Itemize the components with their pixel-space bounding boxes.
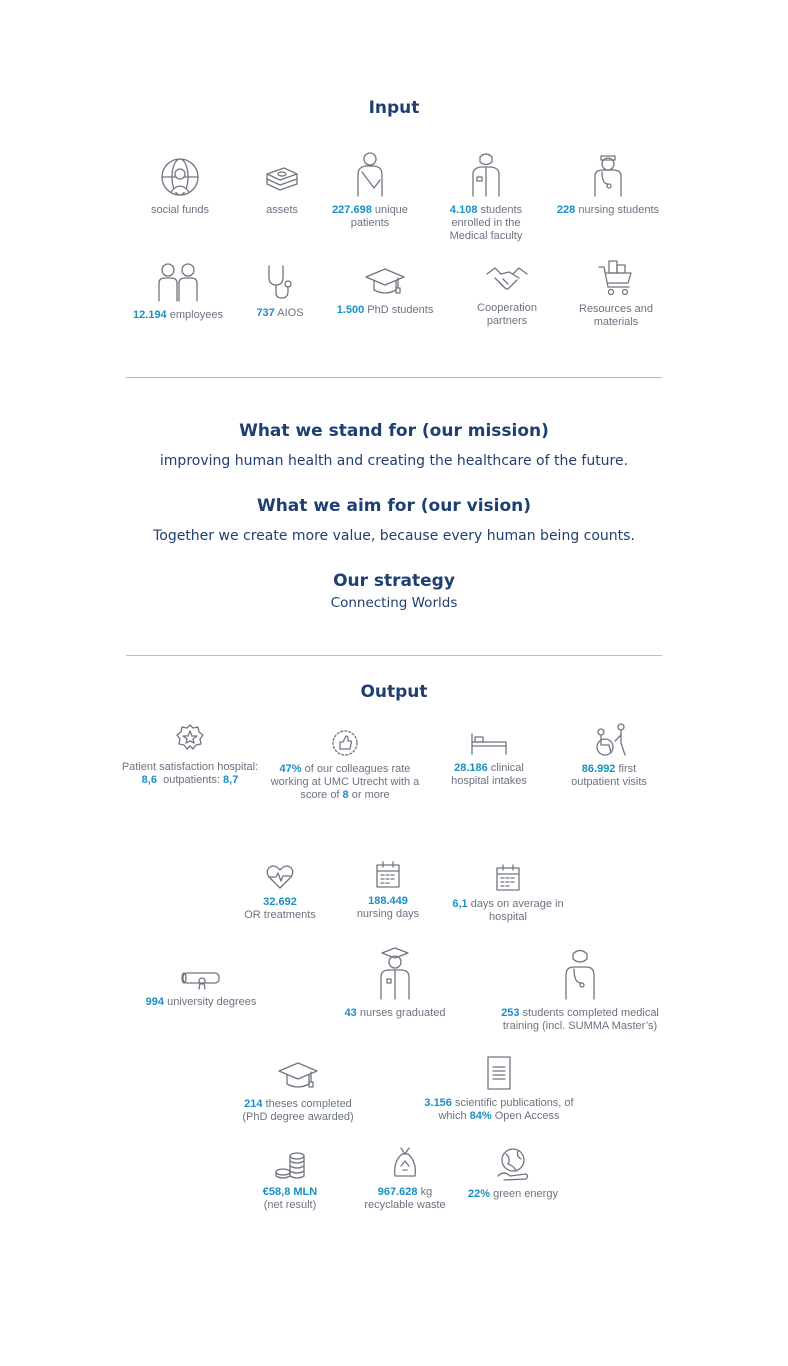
wheelchair-icon [566,723,652,757]
output-net-result [250,1150,330,1212]
open-access-label: Open Access [491,1110,560,1122]
employees-icon [130,261,226,303]
coins-icon [250,1150,330,1180]
calendar-icon [348,861,428,889]
degrees-number: 994 [145,996,165,1008]
graduation-cap-icon [335,266,435,298]
colleagues-score: 8 [342,789,349,801]
input-phd-students [335,266,435,317]
output-publications [424,1055,574,1123]
output-nurses-graduated [340,947,450,1020]
patients-label: unique patients [350,204,408,229]
mission-text: improving human health and creating the healthcare of the future. [159,453,629,469]
input-resources [576,257,656,329]
output-nursing-days [348,861,428,921]
vision-text: Together we create more value, because every human being counts. [153,528,635,544]
publications-label: scientific publications, of which [438,1097,574,1122]
medical-training-number: 253 [501,1007,520,1019]
patients-number: 227.698 [332,204,372,216]
output-green-energy [463,1146,563,1201]
diploma-icon [140,968,262,990]
intakes-label: clinical hospital intakes [451,762,527,787]
publications-number: 3.156 [424,1097,452,1109]
input-assets [252,160,312,217]
output-average-days [452,864,564,924]
graduate-icon [340,947,450,1001]
medical-students-label: students enrolled in the Medical faculty [449,204,523,242]
satisfaction-outpatients-label: outpatients: [156,774,224,786]
award-badge-icon [112,723,268,755]
output-university-degrees [140,968,262,1009]
waste-label: kg recyclable waste [364,1186,446,1211]
output-theses [238,1060,358,1124]
outpatient-visits-number: 86.992 [581,763,616,775]
graduation-cap-icon [238,1060,358,1092]
shopping-cart-icon [576,257,656,297]
money-stack-icon [252,160,312,198]
output-outpatient-visits [566,723,652,789]
nurse-icon [553,150,663,198]
colleagues-label-end: or more [348,789,390,801]
employees-label: employees [166,309,223,321]
phd-students-number: 1.500 [336,304,365,316]
mission-title: What we stand for (our mission) [239,421,549,441]
patient-sling-icon [328,150,412,198]
colleagues-label: of our colleagues rate working at UMC Utrecht with a score of [270,763,420,801]
input-title: Input [368,98,420,118]
calendar-icon [452,864,564,892]
open-access-number: 84% [469,1110,492,1122]
cooperation-label: Cooperation partners [477,302,537,327]
input-patients [328,150,412,230]
output-satisfaction [112,723,268,787]
green-energy-number: 22% [468,1188,491,1200]
assets-label: assets [266,204,298,216]
input-nursing-students [553,150,663,217]
green-earth-icon [463,1146,563,1182]
colleagues-number: 47% [279,763,302,775]
nursing-days-number: 188.449 [368,895,408,907]
doctor-icon [496,947,664,1001]
social-funds-label: social funds [150,204,210,216]
net-result-number: €58,8 MLN [262,1186,318,1198]
strategy-title: Our strategy [333,571,455,591]
nursing-days-label: nursing days [356,908,420,920]
student-coat-icon [446,150,526,198]
output-recyclable-waste [360,1146,450,1212]
thumbs-up-icon [270,729,420,757]
input-employees [130,261,226,322]
or-treatments-number: 32.692 [263,896,297,908]
waste-number: 967.628 [377,1186,418,1198]
divider-bottom [126,655,662,656]
handshake-icon [465,264,549,296]
recycle-bag-icon [360,1146,450,1180]
nurses-graduated-label: nurses graduated [356,1007,446,1019]
heart-pulse-icon [240,864,320,890]
medical-students-number: 4.108 [449,204,478,216]
hospital-bed-icon [444,732,534,756]
output-colleagues [270,729,420,802]
output-title: Output [360,682,428,702]
output-medical-training [496,947,664,1033]
output-or-treatments [240,864,320,922]
input-aios [248,263,312,320]
nursing-students-number: 228 [556,204,576,216]
vision-title: What we aim for (our vision) [256,496,532,516]
input-cooperation [465,264,549,328]
divider-top [126,377,662,378]
or-treatments-label: OR treatments [244,909,316,921]
satisfaction-label: Patient satisfaction hospital: [121,761,259,773]
input-medical-students [446,150,526,243]
theses-number: 214 [244,1098,263,1110]
theses-label: theses completed (PhD degree awarded) [242,1098,354,1123]
nurses-graduated-number: 43 [344,1007,357,1019]
document-icon [424,1055,574,1091]
medical-training-label: students completed medical training (incl. SUMMA Master’s) [502,1007,659,1032]
outpatient-visits-label: first outpatient visits [571,763,647,788]
strategy-text: Connecting Worlds [330,595,458,611]
resources-label: Resources and materials [579,303,653,328]
average-days-label: days on average in hospital [467,898,564,923]
intakes-number: 28.186 [454,762,488,774]
input-social-funds [135,156,225,217]
satisfaction-outpatients-number: 8,7 [223,774,239,786]
nursing-students-label: nursing students [575,204,660,216]
output-intakes [444,732,534,788]
satisfaction-hospital-number: 8,6 [141,774,157,786]
stethoscope-icon [248,263,312,301]
aios-label: AIOS [274,307,304,319]
employees-number: 12.194 [133,309,167,321]
aios-number: 737 [256,307,275,319]
phd-students-label: PhD students [364,304,434,316]
degrees-label: university degrees [164,996,257,1008]
green-energy-label: green energy [490,1188,558,1200]
globe-person-icon [135,156,225,198]
average-days-number: 6,1 [452,898,468,910]
net-result-label: (net result) [263,1199,317,1211]
